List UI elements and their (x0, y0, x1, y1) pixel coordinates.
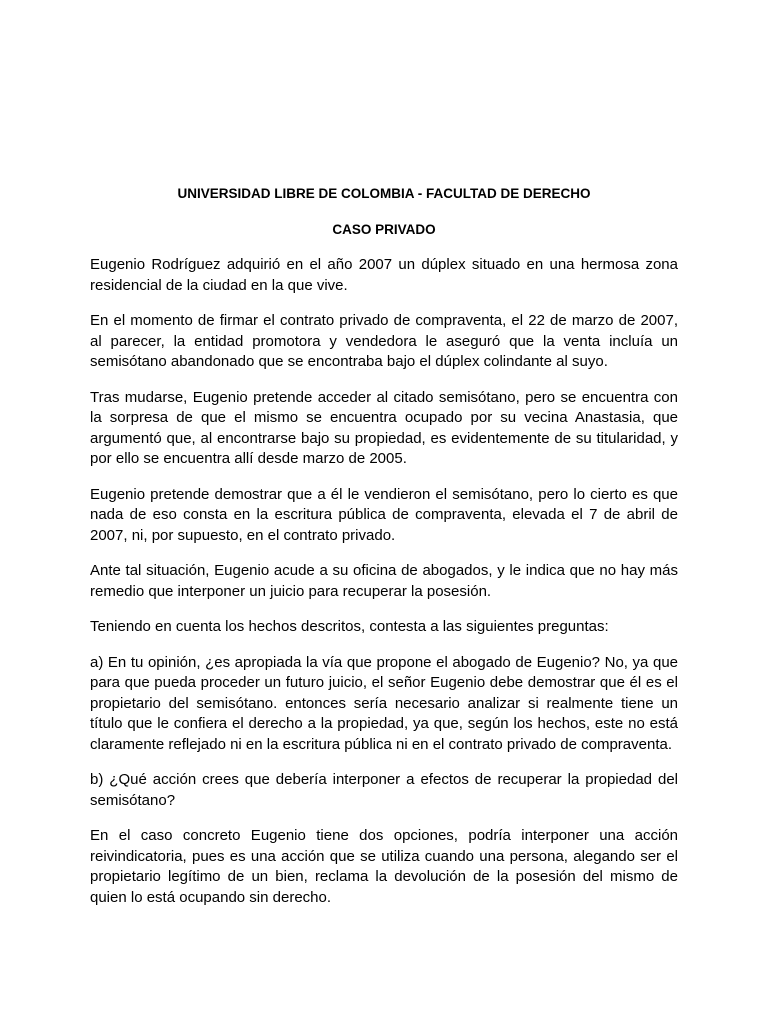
institution-heading: UNIVERSIDAD LIBRE DE COLOMBIA - FACULTAD DE DERECHO (177, 186, 591, 201)
paragraph-question-a: a) En tu opinión, ¿es apropiada la vía que propone el abogado de Eugenio? No, ya que para que pueda proceder un futuro juicio, el señor Eugenio debe demostrar que él es el propietario del semisótano. entonces sería necesario analizar si realmente tiene un título que le confiera el derecho a la propiedad, ya que, según los hechos, este no está claramente reflejado ni en la escritura pública ni en el contrato privado de compraventa. (90, 653, 678, 753)
document-page (90, 184, 678, 923)
paragraph-contract: En el momento de firmar el contrato privado de compraventa, el 22 de marzo de 2007, al parecer, la entidad promotora y vendedora le aseguró que la venta incluía un semisótano abandonado que se encontraba bajo el dúplex colindante al suyo. (90, 312, 678, 370)
paragraph-neighbor: Tras mudarse, Eugenio pretende acceder al citado semisótano, pero se encuentra con la sorpresa de que el mismo se encuentra ocupado por su vecina Anastasia, que argumentó que, al encontrarse bajo su propiedad, es evidentemente de su titularidad, y por ello se encuentra allí desde marzo de 2005. (90, 388, 678, 467)
paragraph-lawyers: Ante tal situación, Eugenio acude a su oficina de abogados, y le indica que no hay más remedio que interponer un juicio para recuperar la posesión. (90, 562, 678, 600)
paragraph-question-b: b) ¿Qué acción crees que debería interponer a efectos de recuperar la propiedad del semisótano? (90, 771, 678, 809)
paragraph-answer-b: En el caso concreto Eugenio tiene dos opciones, podría interponer una acción reivindicatoria, pues es una acción que se utiliza cuando una persona, alegando ser el propietario legítimo de un bien, reclama la devolución de la posesión del mismo de quien lo está ocupando sin derecho. (90, 827, 678, 906)
paragraph-deed: Eugenio pretende demostrar que a él le vendieron el semisótano, pero lo cierto es que nada de eso consta en la escritura pública de compraventa, elevada el 7 de abril de 2007, ni, por supuesto, en el contrato privado. (90, 485, 678, 544)
paragraph-questions-intro: Teniendo en cuenta los hechos descritos, contesta a las siguientes preguntas: (90, 618, 609, 635)
case-heading: CASO PRIVADO (332, 222, 436, 237)
paragraph-acquisition: Eugenio Rodríguez adquirió en el año 2007 un dúplex situado en una hermosa zona residencial de la ciudad en la que vive. (90, 256, 678, 294)
